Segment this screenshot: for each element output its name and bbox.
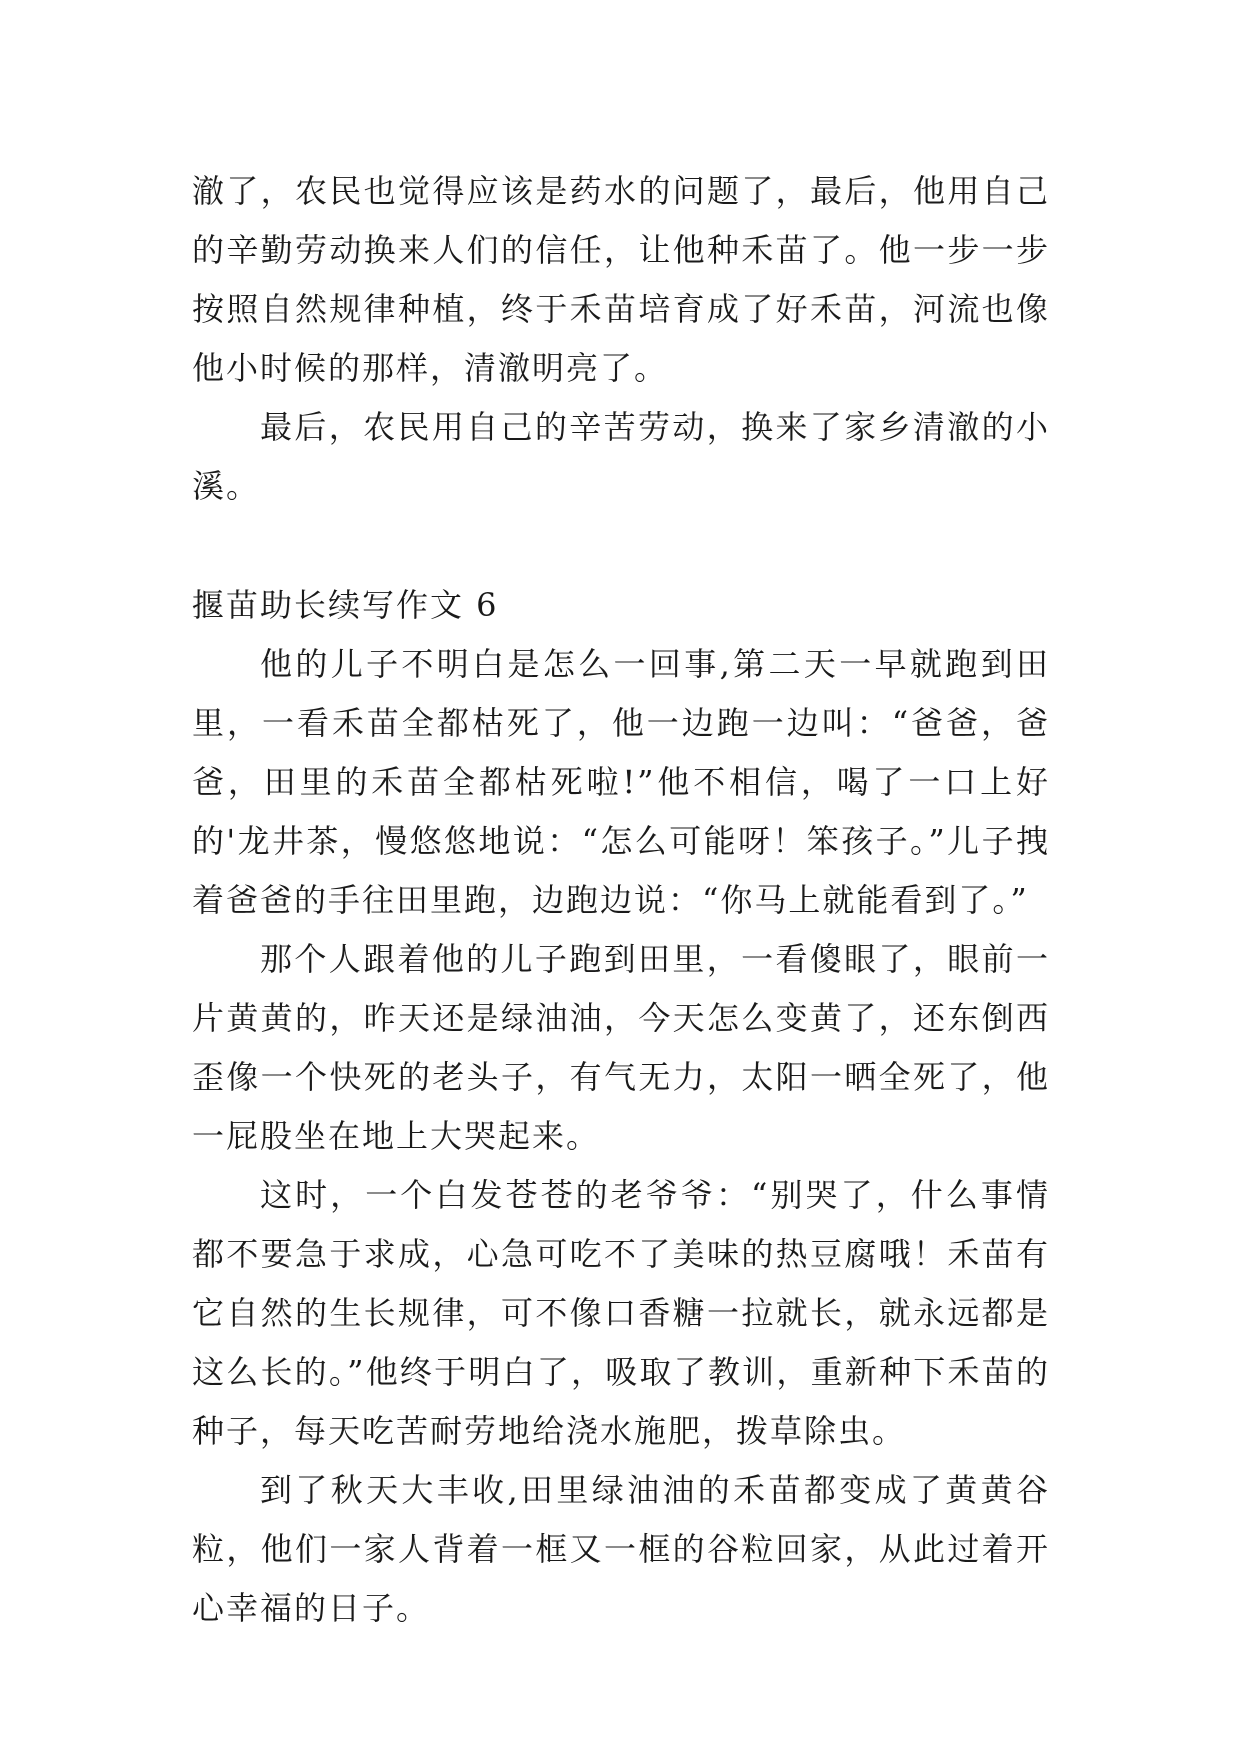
section-title: 揠苗助长续写作文 6 (192, 586, 499, 624)
paragraph-section-2: 那个人跟着他的儿子跑到田里，一看傻眼了，眼前一片黄黄的，昨天还是绿油油，今天怎么变黄了，还东倒西歪像一个快死的老头子，有气无力，太阳一晒全死了，他一屁股坐在地上大哭起来。 (192, 940, 1050, 1155)
paragraph-section-3: 这时，一个白发苍苍的老爷爷：“别哭了，什么事情都不要急于求成，心急可吃不了美味的热豆腐哦！禾苗有它自然的生长规律，可不像口香糖一拉就长，就永远都是这么长的。”他终于明白了，吸取了教训，重新种下禾苗的种子，每天吃苦耐劳地给浇水施肥，拨草除虫。 (192, 1176, 1050, 1450)
paragraph-continuation-1: 澈了，农民也觉得应该是药水的问题了，最后，他用自己的辛勤劳动换来人们的信任，让他种禾苗了。他一步一步按照自然规律种植，终于禾苗培育成了好禾苗，河流也像他小时候的那样，清澈明亮了。 (192, 172, 1050, 387)
section-gap (192, 516, 1050, 576)
paragraph-section-1: 他的儿子不明白是怎么一回事,第二天一早就跑到田里，一看禾苗全都枯死了，他一边跑一边叫：“爸爸，爸爸，田里的禾苗全都枯死啦!”他不相信，喝了一口上好的'龙井茶，慢悠悠地说：“怎么可能呀！笨孩子。”儿子拽着爸爸的手往田里跑，边跑边说：“你马上就能看到了。” (192, 645, 1050, 919)
paragraph-section-4: 到了秋天大丰收,田里绿油油的禾苗都变成了黄黄谷粒，他们一家人背着一框又一框的谷粒回家，从此过着开心幸福的日子。 (192, 1471, 1050, 1627)
document-page (192, 162, 1050, 1638)
paragraph-continuation-2: 最后，农民用自己的辛苦劳动，换来了家乡清澈的小溪。 (192, 408, 1050, 505)
